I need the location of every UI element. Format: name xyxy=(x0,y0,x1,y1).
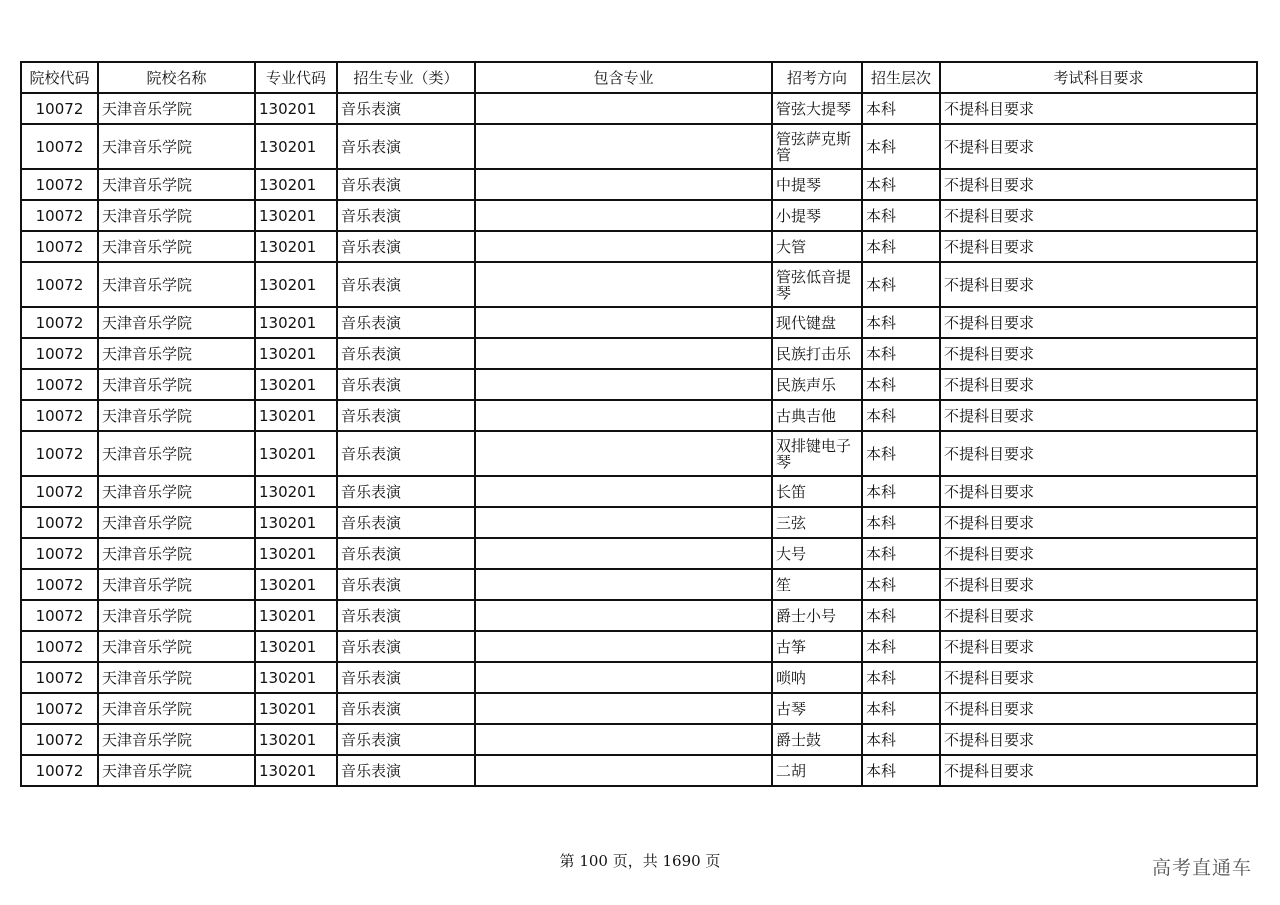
cell-included-majors xyxy=(475,338,772,369)
cell-school-name: 天津音乐学院 xyxy=(98,693,255,724)
table-row xyxy=(21,338,1257,369)
cell-major-code: 130201 xyxy=(255,724,337,755)
cell-direction: 大号 xyxy=(772,538,862,569)
table-row xyxy=(21,569,1257,600)
cell-subject-requirement: 不提科目要求 xyxy=(940,338,1257,369)
cell-subject-requirement: 不提科目要求 xyxy=(940,507,1257,538)
table-row xyxy=(21,200,1257,231)
cell-level: 本科 xyxy=(862,307,940,338)
cell-direction: 双排键电子琴 xyxy=(772,431,862,476)
cell-school-name: 天津音乐学院 xyxy=(98,569,255,600)
cell-subject-requirement: 不提科目要求 xyxy=(940,569,1257,600)
cell-major: 音乐表演 xyxy=(337,400,475,431)
cell-major: 音乐表演 xyxy=(337,476,475,507)
watermark: 高考直通车 xyxy=(1151,857,1252,879)
cell-included-majors xyxy=(475,169,772,200)
cell-major-code: 130201 xyxy=(255,569,337,600)
table-row xyxy=(21,476,1257,507)
cell-included-majors xyxy=(475,569,772,600)
cell-school-code: 10072 xyxy=(21,231,98,262)
cell-major: 音乐表演 xyxy=(337,600,475,631)
cell-direction: 管弦低音提琴 xyxy=(772,262,862,307)
admissions-table xyxy=(20,61,1258,787)
cell-level: 本科 xyxy=(862,693,940,724)
cell-major: 音乐表演 xyxy=(337,124,475,169)
cell-subject-requirement: 不提科目要求 xyxy=(940,538,1257,569)
cell-school-code: 10072 xyxy=(21,124,98,169)
cell-level: 本科 xyxy=(862,631,940,662)
cell-level: 本科 xyxy=(862,369,940,400)
cell-major-code: 130201 xyxy=(255,507,337,538)
cell-major: 音乐表演 xyxy=(337,338,475,369)
cell-level: 本科 xyxy=(862,662,940,693)
cell-school-code: 10072 xyxy=(21,200,98,231)
cell-level: 本科 xyxy=(862,724,940,755)
cell-direction: 古琴 xyxy=(772,693,862,724)
table-row xyxy=(21,662,1257,693)
cell-included-majors xyxy=(475,262,772,307)
cell-major-code: 130201 xyxy=(255,124,337,169)
header-row xyxy=(21,62,1257,93)
cell-major: 音乐表演 xyxy=(337,200,475,231)
cell-school-name: 天津音乐学院 xyxy=(98,431,255,476)
cell-subject-requirement: 不提科目要求 xyxy=(940,124,1257,169)
cell-major-code: 130201 xyxy=(255,400,337,431)
cell-level: 本科 xyxy=(862,124,940,169)
table-row xyxy=(21,307,1257,338)
cell-direction: 古典吉他 xyxy=(772,400,862,431)
cell-included-majors xyxy=(475,693,772,724)
cell-subject-requirement: 不提科目要求 xyxy=(940,662,1257,693)
header-direction: 招考方向 xyxy=(772,62,862,93)
cell-school-code: 10072 xyxy=(21,724,98,755)
cell-level: 本科 xyxy=(862,600,940,631)
cell-direction: 管弦萨克斯管 xyxy=(772,124,862,169)
cell-direction: 民族声乐 xyxy=(772,369,862,400)
cell-major-code: 130201 xyxy=(255,307,337,338)
cell-major-code: 130201 xyxy=(255,262,337,307)
cell-included-majors xyxy=(475,93,772,124)
cell-major-code: 130201 xyxy=(255,231,337,262)
header-school-name: 院校名称 xyxy=(98,62,255,93)
table-row xyxy=(21,93,1257,124)
header-included-majors: 包含专业 xyxy=(475,62,772,93)
cell-included-majors xyxy=(475,724,772,755)
cell-subject-requirement: 不提科目要求 xyxy=(940,476,1257,507)
cell-school-name: 天津音乐学院 xyxy=(98,755,255,786)
cell-school-code: 10072 xyxy=(21,369,98,400)
cell-school-name: 天津音乐学院 xyxy=(98,631,255,662)
cell-major-code: 130201 xyxy=(255,93,337,124)
cell-subject-requirement: 不提科目要求 xyxy=(940,693,1257,724)
cell-major: 音乐表演 xyxy=(337,307,475,338)
cell-school-code: 10072 xyxy=(21,262,98,307)
cell-direction: 唢呐 xyxy=(772,662,862,693)
cell-included-majors xyxy=(475,538,772,569)
cell-school-name: 天津音乐学院 xyxy=(98,400,255,431)
cell-major: 音乐表演 xyxy=(337,431,475,476)
cell-included-majors xyxy=(475,755,772,786)
cell-direction: 现代键盘 xyxy=(772,307,862,338)
cell-level: 本科 xyxy=(862,431,940,476)
cell-major: 音乐表演 xyxy=(337,724,475,755)
cell-school-code: 10072 xyxy=(21,307,98,338)
cell-major-code: 130201 xyxy=(255,538,337,569)
cell-major-code: 130201 xyxy=(255,369,337,400)
cell-school-name: 天津音乐学院 xyxy=(98,124,255,169)
cell-major: 音乐表演 xyxy=(337,538,475,569)
header-subject-requirement: 考试科目要求 xyxy=(940,62,1257,93)
cell-major-code: 130201 xyxy=(255,476,337,507)
cell-subject-requirement: 不提科目要求 xyxy=(940,93,1257,124)
cell-major: 音乐表演 xyxy=(337,662,475,693)
header-major: 招生专业（类） xyxy=(337,62,475,93)
cell-school-code: 10072 xyxy=(21,93,98,124)
cell-school-code: 10072 xyxy=(21,693,98,724)
table-row xyxy=(21,507,1257,538)
table-row xyxy=(21,755,1257,786)
cell-school-code: 10072 xyxy=(21,538,98,569)
cell-level: 本科 xyxy=(862,538,940,569)
cell-direction: 二胡 xyxy=(772,755,862,786)
cell-school-name: 天津音乐学院 xyxy=(98,169,255,200)
cell-school-name: 天津音乐学院 xyxy=(98,200,255,231)
cell-school-name: 天津音乐学院 xyxy=(98,507,255,538)
cell-direction: 爵士鼓 xyxy=(772,724,862,755)
cell-included-majors xyxy=(475,631,772,662)
cell-school-name: 天津音乐学院 xyxy=(98,307,255,338)
cell-school-code: 10072 xyxy=(21,431,98,476)
cell-direction: 小提琴 xyxy=(772,200,862,231)
cell-school-name: 天津音乐学院 xyxy=(98,600,255,631)
cell-major-code: 130201 xyxy=(255,693,337,724)
table-row xyxy=(21,262,1257,307)
cell-school-code: 10072 xyxy=(21,755,98,786)
cell-direction: 管弦大提琴 xyxy=(772,93,862,124)
table-row xyxy=(21,431,1257,476)
cell-school-name: 天津音乐学院 xyxy=(98,369,255,400)
cell-included-majors xyxy=(475,200,772,231)
cell-included-majors xyxy=(475,231,772,262)
table-row xyxy=(21,231,1257,262)
cell-subject-requirement: 不提科目要求 xyxy=(940,431,1257,476)
cell-subject-requirement: 不提科目要求 xyxy=(940,262,1257,307)
cell-major-code: 130201 xyxy=(255,662,337,693)
cell-level: 本科 xyxy=(862,476,940,507)
cell-level: 本科 xyxy=(862,507,940,538)
cell-direction: 大管 xyxy=(772,231,862,262)
cell-included-majors xyxy=(475,476,772,507)
cell-level: 本科 xyxy=(862,93,940,124)
cell-major: 音乐表演 xyxy=(337,507,475,538)
cell-direction: 民族打击乐 xyxy=(772,338,862,369)
cell-school-name: 天津音乐学院 xyxy=(98,93,255,124)
cell-subject-requirement: 不提科目要求 xyxy=(940,169,1257,200)
cell-included-majors xyxy=(475,124,772,169)
cell-included-majors xyxy=(475,662,772,693)
header-major-code: 专业代码 xyxy=(255,62,337,93)
page-number: 第 100 页，共 1690 页 xyxy=(559,852,721,870)
cell-school-code: 10072 xyxy=(21,569,98,600)
table-row xyxy=(21,600,1257,631)
cell-direction: 长笛 xyxy=(772,476,862,507)
cell-major-code: 130201 xyxy=(255,631,337,662)
table-row xyxy=(21,169,1257,200)
cell-school-name: 天津音乐学院 xyxy=(98,231,255,262)
cell-included-majors xyxy=(475,400,772,431)
table-row xyxy=(21,369,1257,400)
cell-direction: 古筝 xyxy=(772,631,862,662)
cell-level: 本科 xyxy=(862,569,940,600)
cell-school-name: 天津音乐学院 xyxy=(98,538,255,569)
cell-school-name: 天津音乐学院 xyxy=(98,476,255,507)
table-row xyxy=(21,693,1257,724)
cell-major-code: 130201 xyxy=(255,338,337,369)
cell-major-code: 130201 xyxy=(255,431,337,476)
table-row xyxy=(21,538,1257,569)
table-body xyxy=(21,93,1257,786)
cell-direction: 笙 xyxy=(772,569,862,600)
cell-direction: 三弦 xyxy=(772,507,862,538)
cell-major-code: 130201 xyxy=(255,755,337,786)
cell-major-code: 130201 xyxy=(255,600,337,631)
cell-level: 本科 xyxy=(862,231,940,262)
cell-school-code: 10072 xyxy=(21,600,98,631)
cell-school-code: 10072 xyxy=(21,169,98,200)
cell-included-majors xyxy=(475,369,772,400)
cell-school-code: 10072 xyxy=(21,338,98,369)
cell-school-code: 10072 xyxy=(21,400,98,431)
cell-subject-requirement: 不提科目要求 xyxy=(940,755,1257,786)
cell-major: 音乐表演 xyxy=(337,169,475,200)
cell-direction: 爵士小号 xyxy=(772,600,862,631)
cell-subject-requirement: 不提科目要求 xyxy=(940,369,1257,400)
cell-major: 音乐表演 xyxy=(337,369,475,400)
table-row xyxy=(21,631,1257,662)
cell-major: 音乐表演 xyxy=(337,693,475,724)
table-row xyxy=(21,124,1257,169)
cell-major: 音乐表演 xyxy=(337,93,475,124)
cell-included-majors xyxy=(475,307,772,338)
cell-major: 音乐表演 xyxy=(337,631,475,662)
cell-subject-requirement: 不提科目要求 xyxy=(940,600,1257,631)
header-school-code: 院校代码 xyxy=(21,62,98,93)
cell-school-name: 天津音乐学院 xyxy=(98,662,255,693)
cell-subject-requirement: 不提科目要求 xyxy=(940,400,1257,431)
cell-major-code: 130201 xyxy=(255,200,337,231)
cell-level: 本科 xyxy=(862,755,940,786)
cell-subject-requirement: 不提科目要求 xyxy=(940,231,1257,262)
table-row xyxy=(21,724,1257,755)
cell-level: 本科 xyxy=(862,200,940,231)
cell-direction: 中提琴 xyxy=(772,169,862,200)
cell-subject-requirement: 不提科目要求 xyxy=(940,724,1257,755)
cell-included-majors xyxy=(475,431,772,476)
cell-major: 音乐表演 xyxy=(337,755,475,786)
cell-school-name: 天津音乐学院 xyxy=(98,724,255,755)
cell-school-code: 10072 xyxy=(21,662,98,693)
cell-subject-requirement: 不提科目要求 xyxy=(940,307,1257,338)
cell-school-code: 10072 xyxy=(21,476,98,507)
cell-major: 音乐表演 xyxy=(337,262,475,307)
cell-school-code: 10072 xyxy=(21,507,98,538)
cell-level: 本科 xyxy=(862,169,940,200)
cell-subject-requirement: 不提科目要求 xyxy=(940,200,1257,231)
cell-school-name: 天津音乐学院 xyxy=(98,262,255,307)
table-row xyxy=(21,400,1257,431)
cell-major-code: 130201 xyxy=(255,169,337,200)
cell-level: 本科 xyxy=(862,400,940,431)
cell-school-code: 10072 xyxy=(21,631,98,662)
cell-included-majors xyxy=(475,507,772,538)
header-level: 招生层次 xyxy=(862,62,940,93)
cell-included-majors xyxy=(475,600,772,631)
cell-subject-requirement: 不提科目要求 xyxy=(940,631,1257,662)
cell-major: 音乐表演 xyxy=(337,231,475,262)
cell-level: 本科 xyxy=(862,338,940,369)
cell-major: 音乐表演 xyxy=(337,569,475,600)
cell-level: 本科 xyxy=(862,262,940,307)
cell-school-name: 天津音乐学院 xyxy=(98,338,255,369)
